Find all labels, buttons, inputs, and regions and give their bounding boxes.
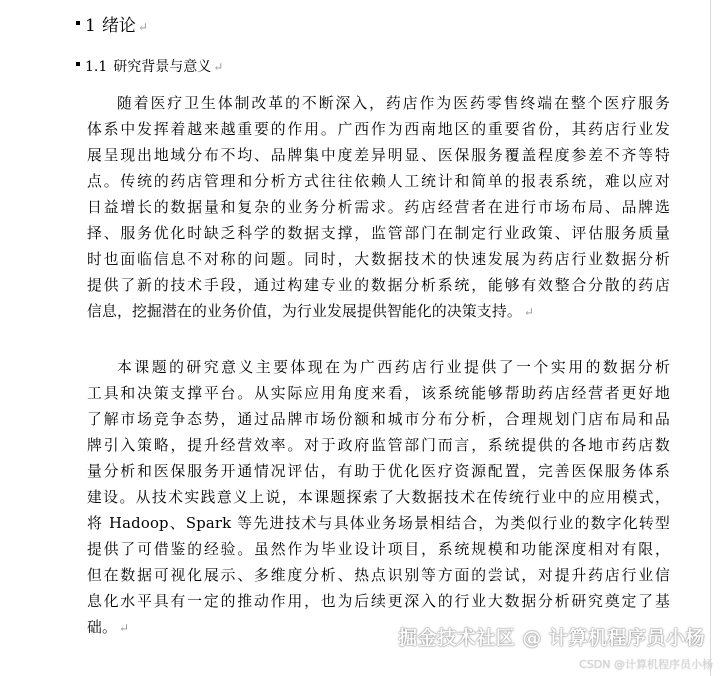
list-bullet-icon bbox=[76, 62, 80, 66]
paragraph-mark-icon: ↵ bbox=[523, 305, 535, 319]
paragraph-line: 展呈现出地域分布不均、品牌集中度差异明显、医保服务覆盖程度参差不齐等特 bbox=[87, 147, 670, 164]
paragraph-line: 随着医疗卫生体制改革的不断深入，药店作为医药零售终端在整个医疗服务 bbox=[117, 95, 670, 112]
paragraph-line: 日益增长的数据量和复杂的业务分析需求。药店经营者在进行市场布局、品牌选 bbox=[87, 199, 670, 216]
paragraph-line: 工具和决策支撑平台。从实际应用角度来看，该系统能够帮助药店经营者更好地 bbox=[87, 385, 670, 402]
paragraph-line: 建设。从技术实践意义上说，本课题探索了大数据技术在传统行业中的应用模式， bbox=[87, 489, 670, 506]
paragraph-line: 了解市场竞争态势，通过品牌市场份额和城市分布分析，合理规划门店布局和品 bbox=[87, 411, 670, 428]
heading-1-title: 绪论 bbox=[101, 16, 136, 36]
paragraph-line-last: 础。 ↵ bbox=[87, 619, 130, 636]
paragraph-line: 但在数据可视化展示、多维度分析、热点识别等方面的尝试，对提升药店行业信 bbox=[87, 567, 670, 584]
heading-1-number: 1 bbox=[85, 16, 96, 36]
paragraph-line: 点。传统的药店管理和分析方式往往依赖人工统计和简单的报表系统，难以应对 bbox=[87, 173, 670, 190]
paragraph-line: 将 Hadoop、Spark 等先进技术与具体业务场景相结合，为类似行业的数字化转型 bbox=[87, 515, 670, 532]
paragraph-line: 牌引入策略，提升经营效率。对于政府监管部门而言，系统提供的各地市药店数 bbox=[87, 437, 670, 454]
paragraph-mark-icon: ↵ bbox=[137, 20, 148, 34]
heading-2 bbox=[76, 56, 223, 76]
heading-2-number: 1.1 bbox=[85, 59, 108, 75]
paragraph-line: 择、服务优化时缺乏科学的数据支撑，监管部门在制定行业政策、评估服务质量 bbox=[87, 225, 670, 242]
paragraph-background bbox=[87, 91, 670, 325]
paragraph-line: 提供了新的技术手段，通过构建专业的数据分析系统，能够有效整合分散的药店 bbox=[87, 277, 670, 294]
paragraph-significance bbox=[87, 355, 670, 641]
paragraph-line-last: 信息，挖掘潜在的业务价值，为行业发展提供智能化的决策支持。 ↵ bbox=[87, 303, 535, 320]
paragraph-line: 本课题的研究意义主要体现在为广西药店行业提供了一个实用的数据分析 bbox=[117, 359, 670, 376]
paragraph-mark-icon: ↵ bbox=[119, 621, 130, 635]
paragraph-line: 时也面临信息不对称的问题。同时，大数据技术的快速发展为药店行业数据分析 bbox=[87, 251, 670, 268]
paragraph-line: 提供了可借鉴的经验。虽然作为毕业设计项目，系统规模和功能深度相对有限， bbox=[87, 541, 670, 558]
paragraph-line: 量分析和医保服务开通情况评估，有助于优化医疗资源配置，完善医保服务体系 bbox=[87, 463, 670, 480]
heading-1 bbox=[76, 11, 148, 36]
paragraph-mark-icon: ↵ bbox=[213, 60, 224, 74]
csdn-watermark: CSDN @计算机程序员小杨 bbox=[579, 658, 713, 671]
heading-2-title: 研究背景与意义 bbox=[113, 59, 212, 75]
paragraph-line: 息化水平具有一定的推动作用，也为后续更深入的行业大数据分析研究奠定了基 bbox=[87, 593, 670, 610]
paragraph-line: 体系中发挥着越来越重要的作用。广西作为西南地区的重要省份，其药店行业发 bbox=[87, 121, 670, 138]
list-bullet-icon bbox=[76, 21, 80, 25]
juejin-watermark: 掘金技术社区 @ 计算机程序员小杨 bbox=[398, 627, 705, 649]
